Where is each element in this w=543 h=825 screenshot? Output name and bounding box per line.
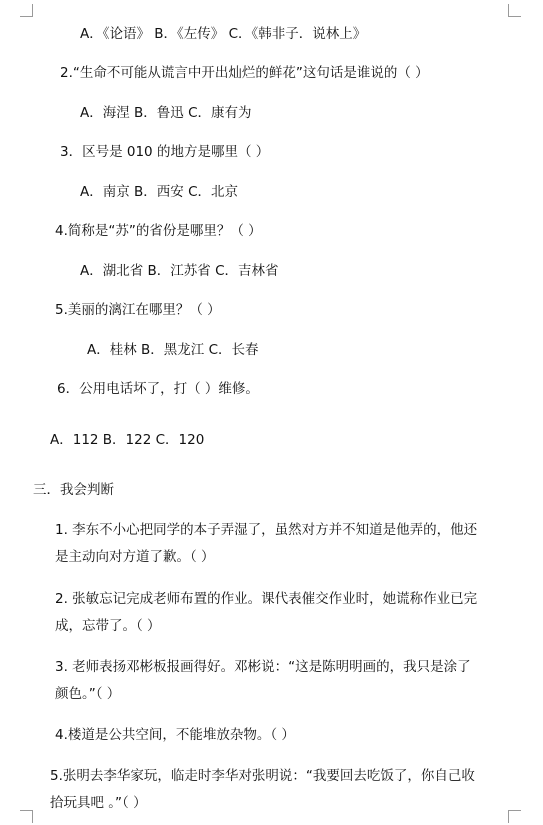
q2-question: 2.“生命不可能从谎言中开出灿烂的鲜花”这句话是谁说的（ ） — [60, 65, 429, 81]
q3-question: 3．区号是 010 的地方是哪里（ ） — [60, 144, 270, 160]
judge-1-line-2: 是主动向对方道了歉。（ ） — [55, 549, 215, 565]
q6-options: A．112 B．122 C．120 — [50, 432, 205, 448]
q1-options: A．《论语》 B．《左传》 C．《韩非子．说林上》 — [80, 26, 367, 42]
judge-2-line-1: 2. 张敏忘记完成老师布置的作业。课代表催交作业时，她谎称作业已完 — [55, 591, 478, 607]
judge-5-line-1: 5.张明去李华家玩，临走时李华对张明说：“我要回去吃饭了，你自己收 — [50, 768, 475, 784]
q5-options: A．桂林 B．黑龙江 C．长春 — [87, 342, 259, 358]
q3-options: A．南京 B．西安 C．北京 — [80, 184, 239, 200]
page-corner-mark — [508, 4, 521, 17]
q5-question: 5.美丽的漓江在哪里？（ ） — [55, 302, 221, 318]
section-heading: 三．我会判断 — [33, 482, 114, 498]
judge-3-line-1: 3. 老师表扬邓彬板报画得好。邓彬说：“这是陈明明画的，我只是涂了 — [55, 659, 471, 675]
judge-1-line-1: 1. 李东不小心把同学的本子弄湿了，虽然对方并不知道是他弄的，他还 — [55, 522, 478, 538]
page-corner-mark — [20, 4, 33, 17]
q4-question: 4.简称是“苏”的省份是哪里？（ ） — [55, 223, 262, 239]
page-corner-mark — [20, 810, 33, 823]
q4-options: A．湖北省 B．江苏省 C．吉林省 — [80, 263, 279, 279]
judge-4: 4.楼道是公共空间，不能堆放杂物。（ ） — [55, 727, 295, 743]
q2-options: A．海涅 B．鲁迅 C．康有为 — [80, 105, 252, 121]
judge-3-line-2: 颜色。”（ ） — [55, 686, 121, 702]
q6-question: 6．公用电话坏了，打（ ）维修。 — [57, 381, 259, 397]
judge-5-line-2: 拾玩具吧 。”（ ） — [50, 795, 147, 811]
judge-2-line-2: 成，忘带了。（ ） — [55, 618, 161, 634]
page-corner-mark — [508, 810, 521, 823]
